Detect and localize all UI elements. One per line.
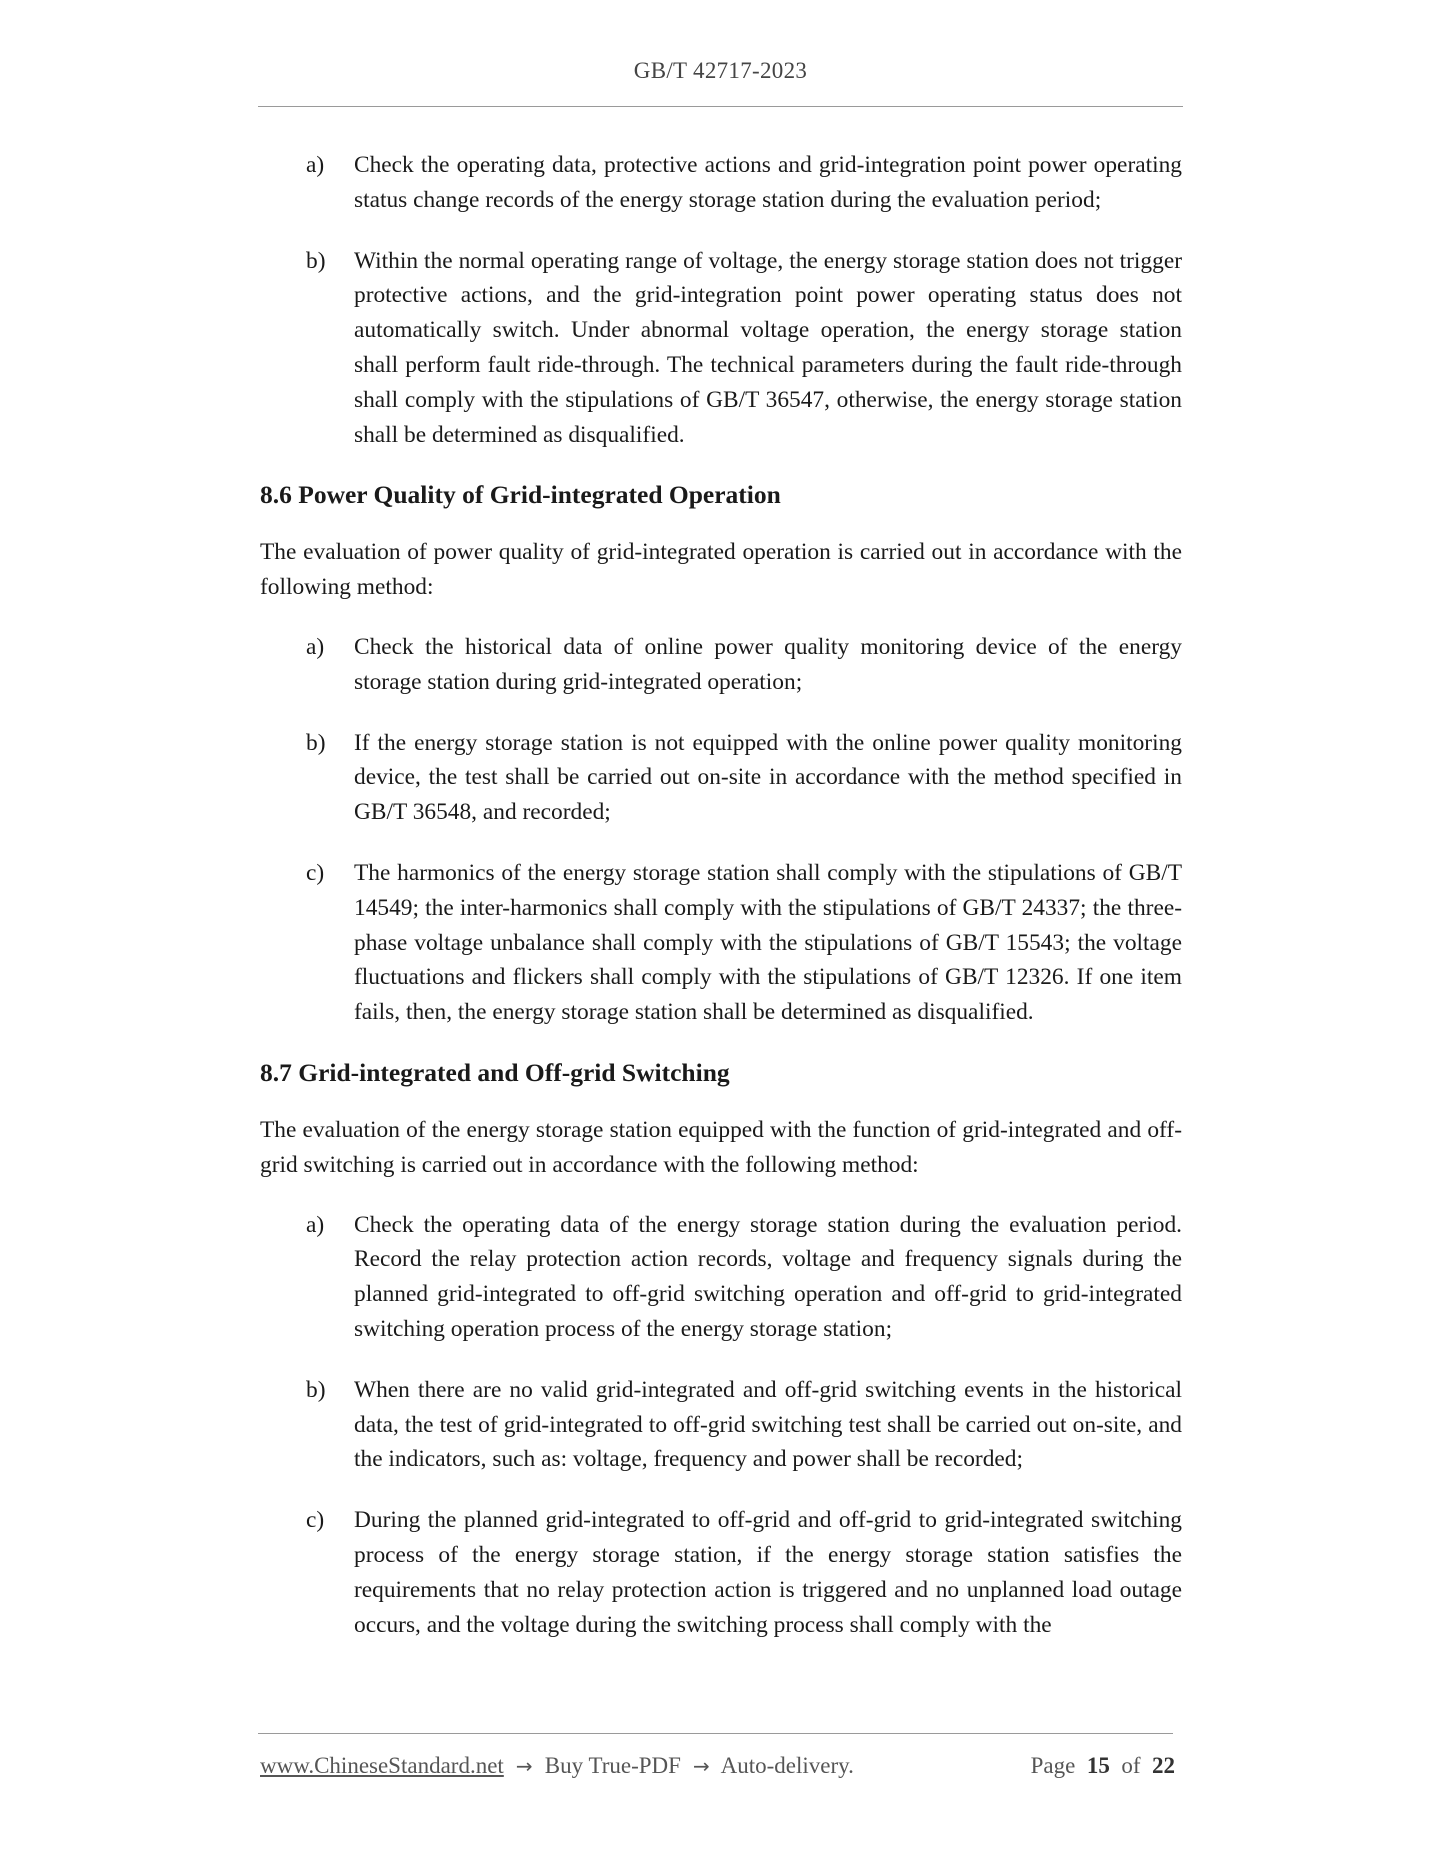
arrow-right-icon: → — [686, 1754, 717, 1778]
total-pages: 22 — [1152, 1753, 1175, 1778]
list-item — [260, 148, 1182, 218]
list-item — [260, 244, 1182, 453]
section-intro: The evaluation of power quality of grid-integrated operation is carried out in accordance with the following method: — [260, 539, 1182, 601]
page-label: Page — [1030, 1753, 1076, 1778]
of-label: of — [1121, 1753, 1141, 1778]
list-item-text: During the planned grid-integrated to off-grid and off-grid to grid-integrated switching process of the energy storage station, if the energy storage station satisfies the requirements that no relay protection action is triggered and no unplanned load outage occurs, and the voltage during the switching process shall comply with the — [354, 1507, 1182, 1638]
header-divider — [258, 106, 1183, 107]
page-indicator — [1031, 1753, 1175, 1779]
list-marker: c) — [306, 1507, 325, 1534]
list-item-text: Within the normal operating range of voltage, the energy storage station does not trigger protective actions, and the grid-integration point power operating status does not automatically switch. Under abnormal voltage operation, the energy storage station shall perform fault ride-through. The technical parameters during the fault ride-through shall comply with the stipulations of GB/T 36547, otherwise, the energy storage station shall be determined as disqualified. — [354, 247, 1182, 448]
buy-pdf-text: Buy True-PDF — [544, 1753, 681, 1778]
list-marker: c) — [306, 859, 325, 886]
page-number: 15 — [1086, 1753, 1110, 1778]
list-item — [260, 856, 1182, 1030]
list-item — [260, 1208, 1182, 1347]
auto-delivery-text: Auto-delivery. — [720, 1753, 854, 1778]
section-intro: The evaluation of the energy storage station equipped with the function of grid-integrated and off-grid switching is carried out in accordance with the following method: — [260, 1116, 1182, 1178]
list-item-text: If the energy storage station is not equipped with the online power quality monitoring device, the test shall be carried out on-site in accordance with the method specified in GB/T 36548, and recorded; — [354, 729, 1182, 826]
list-item-text: Check the operating data, protective actions and grid-integration point power operating status change records of the energy storage station during the evaluation period; — [354, 152, 1182, 213]
list-item — [260, 1373, 1182, 1477]
website-link[interactable]: www.ChineseStandard.net — [260, 1753, 504, 1778]
page-footer — [260, 1753, 1175, 1779]
list-item-text: Check the historical data of online power quality monitoring device of the energy storage station during grid-integrated operation; — [354, 633, 1182, 695]
page-body — [260, 148, 1182, 1668]
list-marker: a) — [306, 1211, 325, 1238]
list-item-text: The harmonics of the energy storage station shall comply with the stipulations of GB/T 14549; the inter-harmonics shall comply with the stipulations of GB/T 24337; the three-phase voltage unbalance shall comply with the stipulations of GB/T 15543; the voltage fluctuations and flickers shall comply with the stipulations of GB/T 12326. If one item fails, then, the energy storage station shall be determined as disqualified. — [354, 859, 1182, 1026]
list-item — [260, 630, 1182, 700]
list-marker: b) — [306, 1376, 326, 1403]
section-heading: 8.6 Power Quality of Grid-integrated Operation — [260, 480, 781, 510]
arrow-right-icon: → — [509, 1754, 540, 1778]
list-marker: a) — [306, 633, 325, 660]
list-marker: a) — [306, 152, 325, 178]
list-marker: b) — [306, 247, 326, 274]
list-item — [260, 1503, 1182, 1642]
section-heading: 8.7 Grid-integrated and Off-grid Switching — [260, 1057, 730, 1087]
list-marker: b) — [306, 729, 326, 756]
list-item-text: Check the operating data of the energy storage station during the evaluation period. Record the relay protection action records, voltage and frequency signals during the planned grid-integrated to off-grid switching operation and off-grid to grid-integrated switching operation process of the energy storage station; — [354, 1211, 1182, 1342]
list-item-text: When there are no valid grid-integrated and off-grid switching events in the historical data, the test of grid-integrated to off-grid switching test shall be carried out on-site, and the indicators, such as: voltage, frequency and power shall be recorded; — [354, 1376, 1182, 1473]
document-header: GB/T 42717-2023 — [633, 58, 808, 83]
list-item — [260, 726, 1182, 830]
footer-divider — [258, 1733, 1173, 1734]
